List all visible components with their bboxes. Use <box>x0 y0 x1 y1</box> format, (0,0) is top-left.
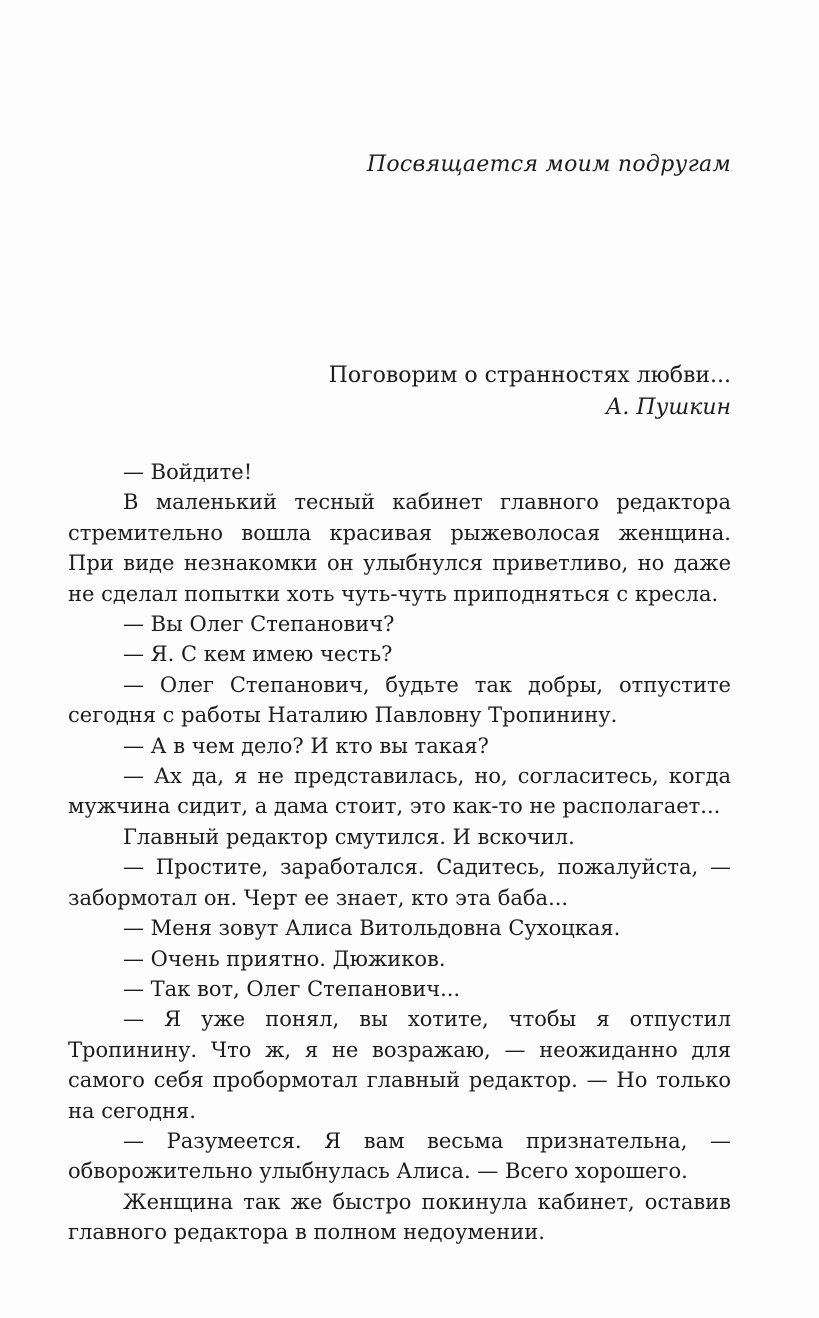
paragraph: — А в чем дело? И кто вы такая? <box>123 733 489 758</box>
paragraph: — Меня зовут Алиса Витольдовна Сухоцкая. <box>123 916 621 941</box>
paragraph: — Олег Степанович, будьте так добры, отпустите сегодня с работы Наталию Павловну Тропинину. <box>68 672 731 728</box>
paragraph: — Разумеется. Я вам весьма признательна, — обворожительно улыбнулась Алиса. — Всего хорошего. <box>68 1128 731 1184</box>
paragraph: — Я. С кем имею честь? <box>123 642 393 667</box>
epigraph-quote: Поговорим о странностях любви... <box>328 363 731 388</box>
paragraph: Главный редактор смутился. И вскочил. <box>123 824 575 849</box>
paragraph: — Очень приятно. Дюжиков. <box>123 946 446 971</box>
paragraph: — Войдите! <box>123 460 253 484</box>
paragraph: Женщина так же быстро покинула кабинет, оставив главного редактора в полном недоумении. <box>68 1189 731 1245</box>
paragraph: — Так вот, Олег Степанович... <box>123 976 461 1001</box>
body-text <box>68 457 731 1248</box>
paragraph: В маленький тесный кабинет главного редактора стремительно вошла красивая рыжеволосая женщина. При виде незнакомки он улыбнулся приветливо, но даже не сделал попытки хоть чуть-чуть приподняться с кресла. <box>68 490 731 606</box>
dedication: Посвящается моим подругам <box>366 152 731 177</box>
paragraph: — Ах да, я не представилась, но, согласитесь, когда мужчина сидит, а дама стоит, это как-то не располагает... <box>68 764 731 819</box>
paragraph: — Вы Олег Степанович? <box>123 612 395 637</box>
epigraph-author: А. Пушкин <box>605 395 731 420</box>
paragraph: — Я уже понял, вы хотите, чтобы я отпустил Тропинину. Что ж, я не возражаю, — неожиданно для самого себя пробормотал главный редактор. — Но только на сегодня. <box>68 1007 731 1123</box>
epigraph <box>329 360 731 424</box>
paragraph: — Простите, заработался. Садитесь, пожалуйста, — забормотал он. Черт ее знает, кто эта баба... <box>68 855 731 910</box>
